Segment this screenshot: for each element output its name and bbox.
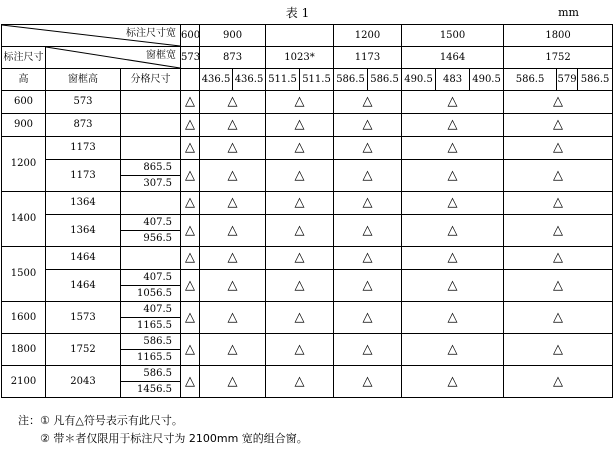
height-header: 高 — [2, 69, 46, 91]
availability-mark: △ — [181, 114, 200, 137]
partition-value-cell — [121, 334, 181, 366]
partition-cell: 586.5 — [368, 69, 402, 91]
availability-mark: △ — [181, 334, 200, 366]
availability-mark: △ — [504, 334, 613, 366]
partition-header: 分格尺寸 — [121, 69, 181, 91]
std-height-cell: 1400 — [2, 192, 46, 247]
frame-height-cell: 1173 — [46, 137, 121, 160]
table-row — [2, 160, 613, 192]
table-row — [2, 247, 613, 270]
note-1 — [18, 412, 308, 430]
table-title: 表 1 — [285, 6, 310, 20]
partition-stack — [121, 302, 180, 333]
partition-cell — [181, 69, 200, 91]
frame-height-cell: 1364 — [46, 192, 121, 215]
std-height-cell: 900 — [2, 114, 46, 137]
availability-mark: △ — [266, 334, 334, 366]
partition-cell: 511.5 — [266, 69, 300, 91]
availability-mark: △ — [504, 270, 613, 302]
partition-value: 586.5 — [121, 334, 180, 350]
partition-value-cell — [121, 215, 181, 247]
std-width-cell: 1800 — [504, 25, 613, 47]
frame-height-header: 窗框高 — [46, 69, 121, 91]
frame-height-cell: 1364 — [46, 215, 121, 247]
partition-value-cell — [121, 192, 181, 215]
availability-mark: △ — [266, 137, 334, 160]
partition-value: 407.5 — [121, 270, 180, 286]
availability-mark: △ — [200, 114, 266, 137]
availability-mark: △ — [402, 91, 504, 114]
partition-value-cell — [121, 160, 181, 192]
partition-cell: 436.5 — [233, 69, 266, 91]
std-width-cell — [266, 25, 334, 47]
table-row — [2, 192, 613, 215]
partition-stack — [121, 334, 180, 365]
availability-mark: △ — [266, 366, 334, 398]
partition-stack — [121, 270, 180, 301]
partition-value-cell — [121, 114, 181, 137]
availability-mark: △ — [266, 247, 334, 270]
frame-width-cell: 1023* — [266, 47, 334, 69]
partition-value: 1165.5 — [137, 320, 173, 331]
availability-mark: △ — [181, 302, 200, 334]
note-1-text: ① 凡有△符号表示有此尺寸。 — [40, 414, 183, 427]
availability-mark: △ — [181, 215, 200, 247]
frame-width-cell: 1173 — [334, 47, 402, 69]
availability-mark: △ — [504, 160, 613, 192]
availability-mark: △ — [181, 192, 200, 215]
availability-mark: △ — [266, 270, 334, 302]
availability-mark: △ — [504, 114, 613, 137]
availability-mark: △ — [200, 91, 266, 114]
std-height-cell: 1800 — [2, 334, 46, 366]
std-height-cell: 600 — [2, 91, 46, 114]
availability-mark: △ — [504, 91, 613, 114]
partition-value: 956.5 — [143, 233, 173, 244]
frame-width-header: 窗框宽 — [146, 50, 177, 61]
availability-mark: △ — [266, 215, 334, 247]
partition-cell: 586.5 — [578, 69, 613, 91]
availability-mark: △ — [334, 334, 402, 366]
frame-height-cell: 1464 — [46, 270, 121, 302]
frame-height-cell: 873 — [46, 114, 121, 137]
partition-value-cell — [121, 302, 181, 334]
partition-stack — [121, 366, 180, 397]
availability-mark: △ — [181, 137, 200, 160]
availability-mark: △ — [266, 91, 334, 114]
frame-height-cell: 2043 — [46, 366, 121, 398]
data-body — [2, 91, 613, 398]
availability-mark: △ — [402, 247, 504, 270]
availability-mark: △ — [200, 215, 266, 247]
frame-height-cell: 1752 — [46, 334, 121, 366]
partition-value-cell — [121, 366, 181, 398]
frame-width-cell: 873 — [200, 47, 266, 69]
availability-mark: △ — [402, 160, 504, 192]
std-width-cell: 900 — [200, 25, 266, 47]
notes-prefix: 注： — [18, 414, 40, 427]
availability-mark: △ — [181, 247, 200, 270]
partition-value: 586.5 — [121, 366, 180, 382]
table-row — [2, 334, 613, 366]
availability-mark: △ — [200, 137, 266, 160]
availability-mark: △ — [334, 91, 402, 114]
availability-mark: △ — [200, 302, 266, 334]
availability-mark: △ — [402, 366, 504, 398]
table-row — [2, 114, 613, 137]
partition-cell: 490.5 — [470, 69, 504, 91]
frame-width-cell: 573 — [181, 47, 200, 69]
availability-mark: △ — [402, 334, 504, 366]
partition-cell: 511.5 — [300, 69, 334, 91]
availability-mark: △ — [181, 366, 200, 398]
partition-value: 307.5 — [143, 178, 173, 189]
std-height-cell: 1200 — [2, 137, 46, 192]
availability-mark: △ — [402, 302, 504, 334]
availability-mark: △ — [266, 302, 334, 334]
frame-width-cell: 1752 — [504, 47, 613, 69]
note-2-text: ② 带＊者仅限用于标注尺寸为 2100mm 宽的组合窗。 — [40, 432, 308, 445]
partition-stack — [121, 160, 180, 191]
table-row — [2, 302, 613, 334]
availability-mark: △ — [334, 192, 402, 215]
partition-cell: 490.5 — [402, 69, 436, 91]
std-width-cell: 1200 — [334, 25, 402, 47]
availability-mark: △ — [504, 192, 613, 215]
unit-label: mm — [558, 6, 579, 19]
partition-value: 1165.5 — [137, 352, 173, 363]
availability-mark: △ — [334, 137, 402, 160]
partition-cell: 483 — [436, 69, 470, 91]
availability-mark: △ — [200, 270, 266, 302]
std-width-header: 标注尺寸宽 — [126, 28, 177, 39]
header-diagonal-corner — [2, 25, 181, 47]
table-row — [2, 215, 613, 247]
partition-value: 1456.5 — [137, 384, 173, 395]
availability-mark: △ — [402, 270, 504, 302]
notes-block — [18, 412, 308, 448]
availability-mark: △ — [181, 270, 200, 302]
availability-mark: △ — [200, 334, 266, 366]
std-height-cell: 1600 — [2, 302, 46, 334]
frame-height-cell: 573 — [46, 91, 121, 114]
partition-value-cell — [121, 270, 181, 302]
availability-mark: △ — [504, 215, 613, 247]
frame-width-cell: 1464 — [402, 47, 504, 69]
std-size-header: 标注尺寸 — [2, 47, 46, 69]
partition-value: 407.5 — [121, 215, 180, 231]
frame-height-cell: 1173 — [46, 160, 121, 192]
availability-mark: △ — [200, 160, 266, 192]
partition-value: 1056.5 — [137, 288, 173, 299]
partition-cell: 586.5 — [504, 69, 557, 91]
partition-stack — [121, 215, 180, 246]
frame-height-cell: 1464 — [46, 247, 121, 270]
availability-mark: △ — [334, 215, 402, 247]
partition-cell: 579 — [557, 69, 578, 91]
frame-width-corner — [46, 47, 181, 69]
partition-value-cell — [121, 91, 181, 114]
availability-mark: △ — [402, 114, 504, 137]
partition-cell: 436.5 — [200, 69, 233, 91]
partition-cell: 586.5 — [334, 69, 368, 91]
table-row — [2, 137, 613, 160]
availability-mark: △ — [334, 366, 402, 398]
availability-mark: △ — [334, 247, 402, 270]
std-width-cell: 1500 — [402, 25, 504, 47]
table-row — [2, 366, 613, 398]
availability-mark: △ — [266, 160, 334, 192]
availability-mark: △ — [181, 160, 200, 192]
availability-mark: △ — [402, 215, 504, 247]
availability-mark: △ — [402, 192, 504, 215]
note-2 — [18, 430, 308, 448]
availability-mark: △ — [504, 366, 613, 398]
availability-mark: △ — [266, 192, 334, 215]
availability-mark: △ — [200, 247, 266, 270]
window-size-table — [1, 24, 613, 398]
availability-mark: △ — [200, 366, 266, 398]
availability-mark: △ — [334, 302, 402, 334]
std-height-cell: 2100 — [2, 366, 46, 398]
partition-value-cell — [121, 137, 181, 160]
table-row — [2, 91, 613, 114]
partition-value: 407.5 — [121, 302, 180, 318]
availability-mark: △ — [334, 160, 402, 192]
availability-mark: △ — [181, 91, 200, 114]
availability-mark: △ — [504, 247, 613, 270]
availability-mark: △ — [504, 302, 613, 334]
partition-value-cell — [121, 247, 181, 270]
frame-height-cell: 1573 — [46, 302, 121, 334]
std-height-cell: 1500 — [2, 247, 46, 302]
table-row — [2, 270, 613, 302]
availability-mark: △ — [402, 137, 504, 160]
availability-mark: △ — [334, 114, 402, 137]
std-width-cell: 600 — [181, 25, 200, 47]
partition-value: 865.5 — [121, 160, 180, 176]
availability-mark: △ — [334, 270, 402, 302]
availability-mark: △ — [200, 192, 266, 215]
availability-mark: △ — [266, 114, 334, 137]
availability-mark: △ — [504, 137, 613, 160]
